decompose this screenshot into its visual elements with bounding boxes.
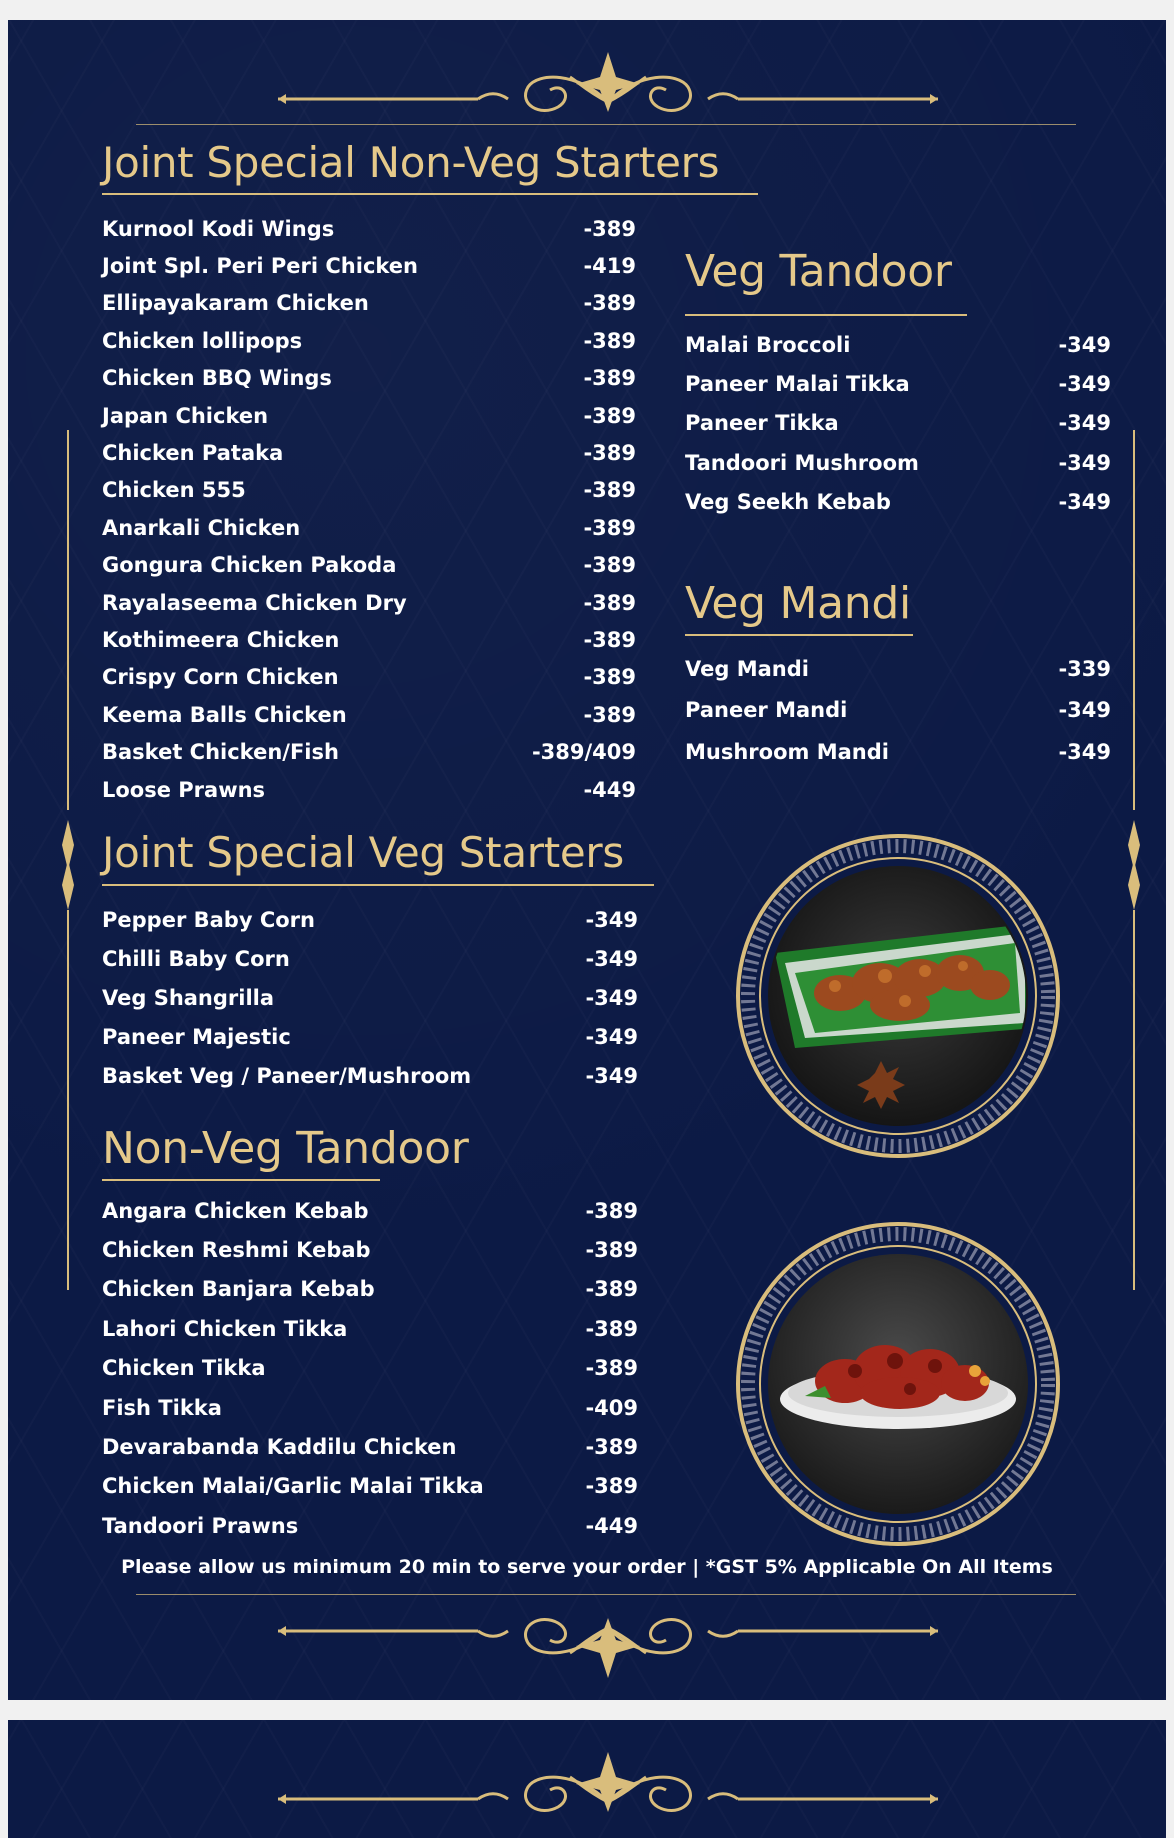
menu-item-name: Veg Seekh Kebab xyxy=(685,490,891,515)
next-page-flourish-ornament xyxy=(278,1732,938,1832)
menu-item-name: Paneer Tikka xyxy=(685,411,839,436)
menu-item-price: -389 xyxy=(583,291,636,316)
menu-item xyxy=(102,547,636,584)
menu-item-name: Chicken Banjara Kebab xyxy=(102,1277,375,1302)
menu-item-price: -449 xyxy=(583,777,636,802)
menu-item-price: -389 xyxy=(585,1238,638,1263)
nonveg-starters-list xyxy=(102,210,636,808)
menu-item-price: -349 xyxy=(585,1064,638,1089)
menu-item-name: Lahori Chicken Tikka xyxy=(102,1316,348,1341)
section-title-nonveg-starters: Joint Special Non-Veg Starters xyxy=(102,138,720,187)
menu-item xyxy=(102,1230,638,1269)
menu-item-name: Tandoori Prawns xyxy=(102,1513,299,1538)
menu-item-name: Mushroom Mandi xyxy=(685,739,889,764)
menu-item-price: -349 xyxy=(1058,490,1111,515)
menu-item-name: Kothimeera Chicken xyxy=(102,627,340,652)
menu-item xyxy=(102,1388,638,1427)
menu-item-name: Chicken BBQ Wings xyxy=(102,366,332,391)
menu-item-name: Joint Spl. Peri Peri Chicken xyxy=(102,254,418,279)
menu-item xyxy=(102,1427,638,1466)
menu-item xyxy=(685,364,1111,403)
menu-item-name: Anarkali Chicken xyxy=(102,515,301,540)
menu-item-name: Rayalaseema Chicken Dry xyxy=(102,590,407,615)
menu-item xyxy=(102,733,636,770)
menu-page xyxy=(8,20,1166,1700)
menu-item xyxy=(102,210,636,247)
menu-item-name: Basket Chicken/Fish xyxy=(102,740,339,765)
section-title-veg-mandi: Veg Mandi xyxy=(685,578,911,629)
menu-item-price: -389 xyxy=(583,553,636,578)
menu-item xyxy=(102,1309,638,1348)
menu-item xyxy=(685,404,1111,443)
next-menu-page xyxy=(8,1720,1166,1838)
menu-item xyxy=(102,360,636,397)
menu-item-price: -389 xyxy=(583,590,636,615)
menu-item-price: -419 xyxy=(583,254,636,279)
menu-item-price: -389 xyxy=(583,328,636,353)
menu-item-price: -389 xyxy=(583,665,636,690)
menu-item-price: -349 xyxy=(585,907,638,932)
menu-item-price: -349 xyxy=(1058,739,1111,764)
menu-item xyxy=(685,690,1111,732)
menu-item-price: -349 xyxy=(585,1025,638,1050)
menu-item-name: Chicken Pataka xyxy=(102,441,284,466)
menu-item xyxy=(102,247,636,284)
menu-item xyxy=(102,659,636,696)
menu-item xyxy=(685,648,1111,690)
menu-item-name: Loose Prawns xyxy=(102,777,266,802)
menu-item xyxy=(102,285,636,322)
menu-item-name: Basket Veg / Paneer/Mushroom xyxy=(102,1064,472,1089)
menu-item-name: Ellipayakaram Chicken xyxy=(102,291,369,316)
menu-item xyxy=(102,1270,638,1309)
menu-item-price: -389 xyxy=(583,478,636,503)
menu-item-name: Keema Balls Chicken xyxy=(102,702,347,727)
menu-item-price: -349 xyxy=(1058,372,1111,397)
menu-item xyxy=(102,1349,638,1388)
menu-item xyxy=(102,1467,638,1506)
menu-item-name: Chicken 555 xyxy=(102,478,246,503)
menu-item-name: Veg Mandi xyxy=(685,656,809,681)
veg-mandi-list xyxy=(685,648,1111,773)
menu-item-name: Kurnool Kodi Wings xyxy=(102,216,335,241)
menu-item xyxy=(102,1191,638,1230)
title-underline xyxy=(685,314,967,316)
footer-note: Please allow us minimum 20 min to serve your order | *GST 5% Applicable On All Items xyxy=(121,1556,1053,1578)
menu-item-price: -339 xyxy=(1058,656,1111,681)
menu-item-price: -349 xyxy=(1058,411,1111,436)
menu-item-price: -389 xyxy=(583,702,636,727)
menu-item-price: -349 xyxy=(1058,450,1111,475)
menu-item xyxy=(685,325,1111,364)
menu-item-price: -389 xyxy=(583,627,636,652)
title-underline xyxy=(102,1179,380,1181)
menu-item xyxy=(685,483,1111,522)
left-side-ornament xyxy=(56,430,80,1290)
menu-item-price: -389 xyxy=(585,1474,638,1499)
menu-item xyxy=(102,397,636,434)
menu-item-name: Paneer Mandi xyxy=(685,698,848,723)
menu-item xyxy=(685,731,1111,773)
menu-item-price: -449 xyxy=(585,1513,638,1538)
menu-item-price: -409 xyxy=(585,1395,638,1420)
menu-item-name: Devarabanda Kaddilu Chicken xyxy=(102,1435,457,1460)
menu-item xyxy=(102,584,636,621)
menu-item-price: -389 xyxy=(583,403,636,428)
bottom-divider-line xyxy=(136,1594,1076,1595)
menu-item-name: Veg Shangrilla xyxy=(102,985,275,1010)
section-title-veg-tandoor: Veg Tandoor xyxy=(685,246,952,297)
right-side-ornament xyxy=(1122,430,1146,1290)
menu-item xyxy=(102,696,636,733)
top-flourish-ornament xyxy=(278,32,938,132)
menu-item-price: -349 xyxy=(1058,698,1111,723)
menu-item-price: -389 xyxy=(585,1277,638,1302)
menu-item xyxy=(102,509,636,546)
menu-item xyxy=(102,939,638,978)
menu-item-name: Gongura Chicken Pakoda xyxy=(102,553,397,578)
menu-item-name: Pepper Baby Corn xyxy=(102,907,315,932)
menu-item-price: -389 xyxy=(583,515,636,540)
menu-item xyxy=(102,771,636,808)
title-underline xyxy=(102,884,654,886)
menu-item xyxy=(102,322,636,359)
menu-item-name: Tandoori Mushroom xyxy=(685,450,919,475)
dish-photo-fried-chicken xyxy=(735,833,1061,1159)
menu-item xyxy=(102,1057,638,1096)
menu-item-name: Chicken lollipops xyxy=(102,328,303,353)
menu-item-price: -389 xyxy=(583,216,636,241)
menu-item xyxy=(102,434,636,471)
menu-item-name: Paneer Majestic xyxy=(102,1025,291,1050)
veg-starters-list xyxy=(102,900,638,1096)
menu-item-name: Malai Broccoli xyxy=(685,332,851,357)
menu-item xyxy=(102,978,638,1017)
menu-item-price: -389 xyxy=(585,1435,638,1460)
menu-item-price: -389 xyxy=(585,1198,638,1223)
menu-item-price: -389 xyxy=(585,1356,638,1381)
menu-item-name: Crispy Corn Chicken xyxy=(102,665,339,690)
menu-item-price: -349 xyxy=(585,985,638,1010)
menu-item-name: Chicken Reshmi Kebab xyxy=(102,1238,371,1263)
menu-item xyxy=(102,472,636,509)
nonveg-tandoor-list xyxy=(102,1191,638,1546)
section-title-nonveg-tandoor: Non-Veg Tandoor xyxy=(102,1123,469,1174)
menu-item-name: Fish Tikka xyxy=(102,1395,222,1420)
menu-item xyxy=(102,1506,638,1545)
section-title-veg-starters: Joint Special Veg Starters xyxy=(102,828,624,877)
menu-item xyxy=(102,621,636,658)
menu-item-price: -389/409 xyxy=(531,740,636,765)
menu-item-name: Chicken Tikka xyxy=(102,1356,266,1381)
menu-item xyxy=(685,443,1111,482)
menu-item xyxy=(102,900,638,939)
menu-item-price: -389 xyxy=(583,366,636,391)
dish-photo-tandoori-chicken xyxy=(735,1221,1061,1547)
menu-item-name: Paneer Malai Tikka xyxy=(685,372,910,397)
menu-item-price: -389 xyxy=(585,1316,638,1341)
menu-item-price: -389 xyxy=(583,441,636,466)
top-divider-line xyxy=(136,124,1076,125)
menu-item-name: Japan Chicken xyxy=(102,403,269,428)
menu-item-price: -349 xyxy=(1058,332,1111,357)
title-underline xyxy=(685,634,913,636)
menu-item xyxy=(102,1018,638,1057)
veg-tandoor-list xyxy=(685,325,1111,522)
bottom-flourish-ornament xyxy=(278,1598,938,1698)
title-underline xyxy=(102,193,758,195)
menu-item-name: Chilli Baby Corn xyxy=(102,946,290,971)
menu-item-name: Chicken Malai/Garlic Malai Tikka xyxy=(102,1474,484,1499)
menu-item-name: Angara Chicken Kebab xyxy=(102,1198,369,1223)
menu-item-price: -349 xyxy=(585,946,638,971)
